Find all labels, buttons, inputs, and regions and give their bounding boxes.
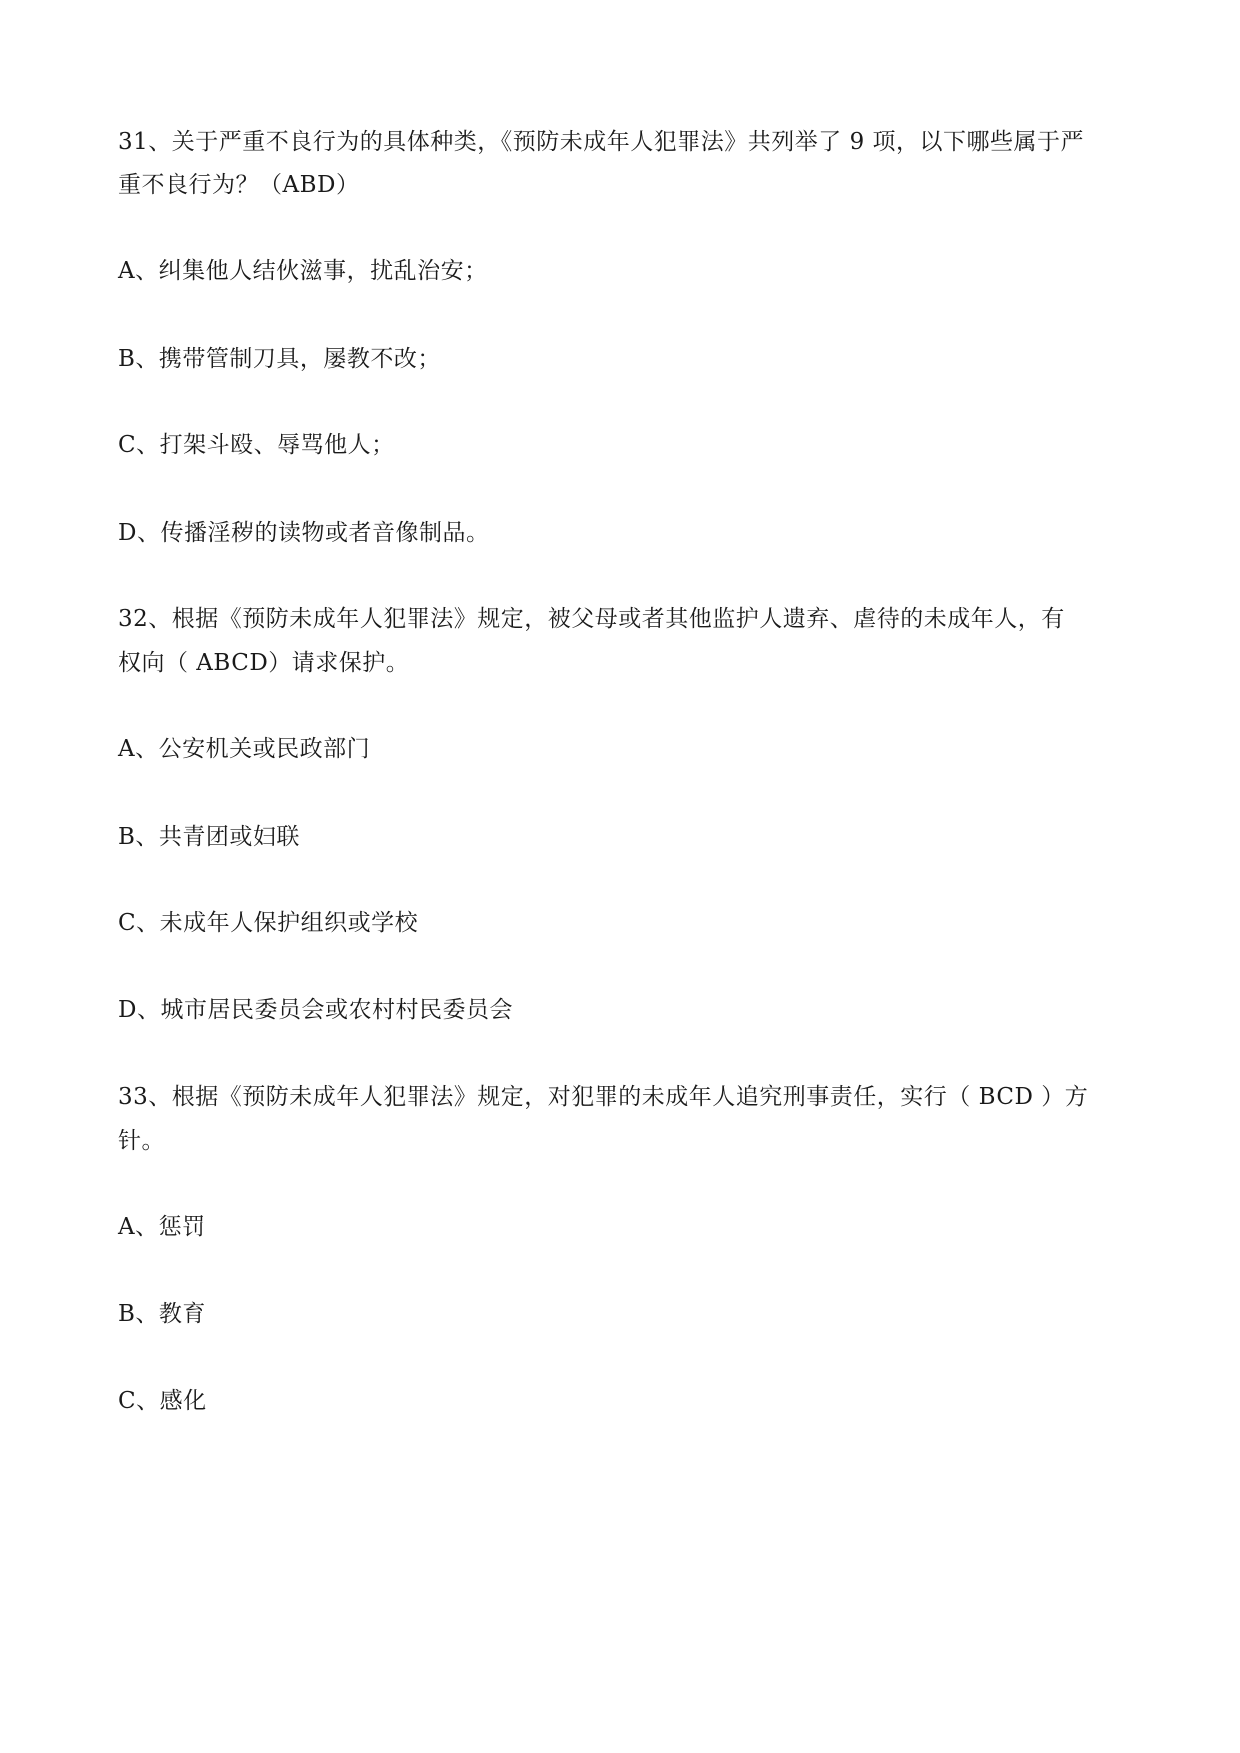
question-33-stem-line-2: 针。 — [118, 1128, 165, 1154]
question-32-option-b: B、共青团或妇联 — [118, 824, 300, 850]
question-31-option-d: D、传播淫秽的读物或者音像制品。 — [118, 520, 490, 546]
question-32-option-c: C、未成年人保护组织或学校 — [118, 910, 419, 936]
question-31-option-c: C、打架斗殴、辱骂他人； — [118, 432, 395, 458]
question-32-option-a: A、公安机关或民政部门 — [118, 736, 371, 762]
question-31-stem-line-2: 重不良行为？（ABD） — [118, 172, 360, 198]
question-32-stem-line-1: 32、根据《预防未成年人犯罪法》规定，被父母或者其他监护人遗弃、虐待的未成年人，有 — [118, 606, 1065, 632]
question-32-stem-line-2: 权向（ ABCD）请求保护。 — [118, 650, 410, 676]
question-31-stem-line-1: 31、关于严重不良行为的具体种类，《预防未成年人犯罪法》共列举了 9 项，以下哪些属于严 — [118, 129, 1085, 155]
question-33-option-a: A、惩罚 — [118, 1214, 206, 1240]
question-33-option-b: B、教育 — [118, 1301, 206, 1327]
question-31-option-b: B、携带管制刀具，屡教不改； — [118, 346, 441, 372]
question-33-stem-line-1: 33、根据《预防未成年人犯罪法》规定，对犯罪的未成年人追究刑事责任，实行（ BCD ）方 — [118, 1084, 1089, 1110]
question-32-option-d: D、城市居民委员会或农村村民委员会 — [118, 997, 513, 1023]
question-31-option-a: A、纠集他人结伙滋事，扰乱治安； — [118, 258, 488, 284]
question-33-option-c: C、感化 — [118, 1388, 207, 1414]
